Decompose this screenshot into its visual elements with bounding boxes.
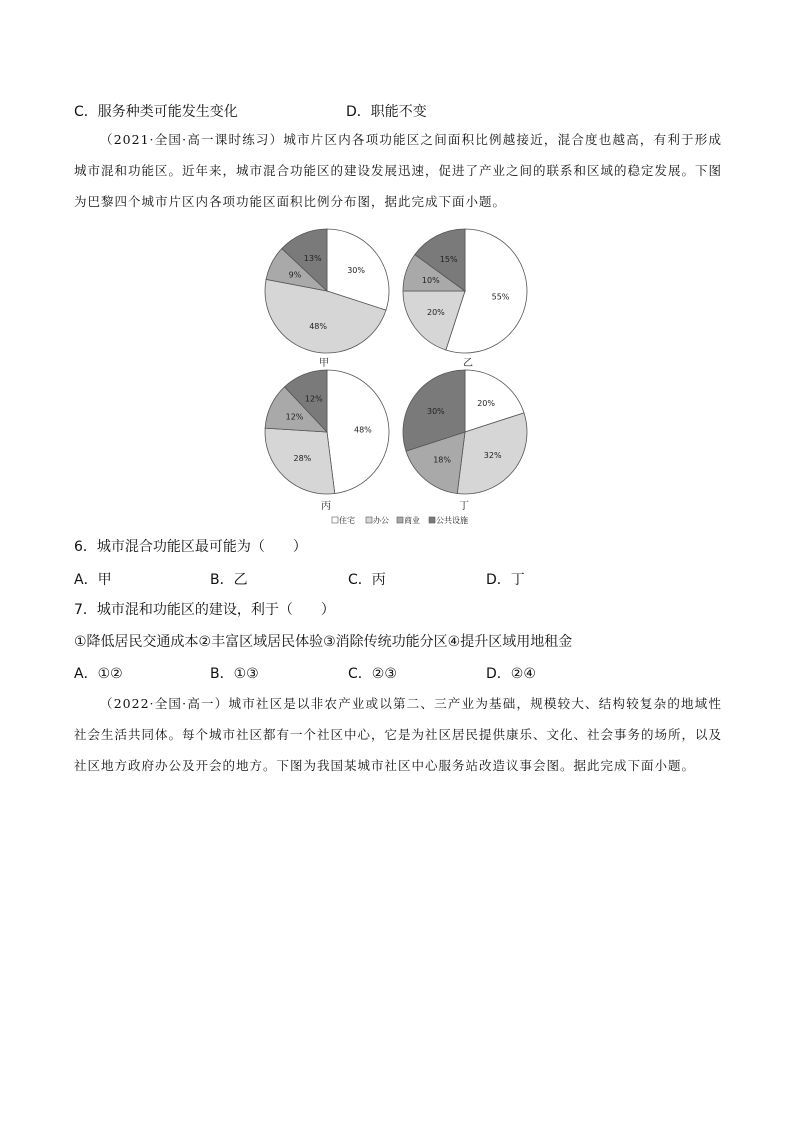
pie-chart-3	[265, 370, 389, 512]
q6-option-b: B．乙	[210, 572, 248, 588]
passage-2-text: 城市社区是以非农产业或以第二、三产业为基础，规模较大、结构较复杂的地域性社会生活共同体。每个城市社区都有一个社区中心，它是为社区居民提供康乐、文化、社会事务的场所，以及社区地方政府办公及开会的地方。下图为我国某城市社区中心服务站改造议事会图。据此完成下面小题。	[74, 696, 723, 773]
legend-label: 公共设施	[436, 516, 468, 525]
passage-1-text: 城市片区内各项功能区之间面积比例越接近，混合度也越高，有利于形成城市混和功能区。近年来，城市混合功能区的建设发展迅速，促进了产业之间的联系和区域的稳定发展。下图为巴黎四个城市片区内各项功能区面积比例分布图，据此完成下面小题。	[74, 132, 723, 209]
legend-swatch	[397, 517, 403, 523]
q7-option-c: C．②③	[348, 666, 397, 682]
q6-option-c: C．丙	[348, 572, 386, 588]
q7-option-a: A．①②	[74, 666, 123, 682]
q5-option-d: D．职能不变	[346, 104, 427, 120]
pie-chart-label: 甲	[319, 358, 329, 369]
legend-label: 住宅	[339, 516, 355, 525]
legend-label: 商业	[404, 516, 420, 525]
passage-2-source: （2022·全国·高一）	[100, 696, 229, 711]
legend-label: 办公	[373, 516, 389, 525]
pie-slice-label: 30%	[347, 265, 365, 275]
pie-slice-label: 13%	[303, 254, 322, 263]
pie-slice-label: 55%	[491, 292, 510, 302]
q5-option-c: C．服务种类可能发生变化	[74, 104, 238, 120]
legend-swatch	[332, 517, 338, 523]
question-7-stem: 7．城市混和功能区的建设，利于（ ）	[74, 602, 335, 618]
passage-1-source: （2021·全国·高一课时练习）	[100, 132, 284, 147]
pie-slice-label: 48%	[354, 425, 372, 435]
pie-chart-1	[265, 229, 389, 369]
pie-chart-label: 丙	[321, 501, 331, 512]
question-7-items: ①降低居民交通成本②丰富区域居民体验③消除传统功能分区④提升区域用地租金	[74, 634, 573, 650]
pie-slice-label: 48%	[309, 321, 327, 331]
pie-slice-label: 28%	[293, 454, 312, 464]
chart-legend	[332, 515, 468, 525]
q6-option-d: D．丁	[486, 572, 525, 588]
pie-slice-label: 12%	[304, 394, 323, 404]
q6-option-a: A．甲	[74, 572, 112, 588]
question-6-stem: 6．城市混合功能区最可能为（ ）	[74, 539, 307, 555]
legend-swatch	[366, 517, 372, 523]
q7-option-b: B．①③	[210, 666, 259, 682]
pie-slice-label: 10%	[421, 275, 440, 285]
pie-chart-4	[403, 370, 527, 512]
pie-slice-label: 20%	[427, 308, 445, 318]
pie-slice-label: 32%	[483, 450, 502, 460]
pie-charts-figure	[256, 226, 546, 530]
q7-option-d: D．②④	[486, 666, 536, 682]
pie-slice-label: 9%	[288, 270, 302, 280]
pie-slice-label: 18%	[433, 455, 451, 465]
pie-chart-label: 乙	[463, 358, 473, 369]
pie-chart-label: 丁	[459, 501, 469, 512]
passage-1	[74, 124, 722, 217]
pie-slice-label: 30%	[427, 406, 445, 416]
passage-2	[74, 688, 722, 781]
pie-slice-label: 20%	[477, 398, 495, 408]
pie-chart-2	[403, 229, 527, 369]
pie-slice-label: 12%	[285, 412, 304, 422]
legend-swatch	[429, 517, 435, 523]
pie-slice-label: 15%	[439, 255, 458, 264]
